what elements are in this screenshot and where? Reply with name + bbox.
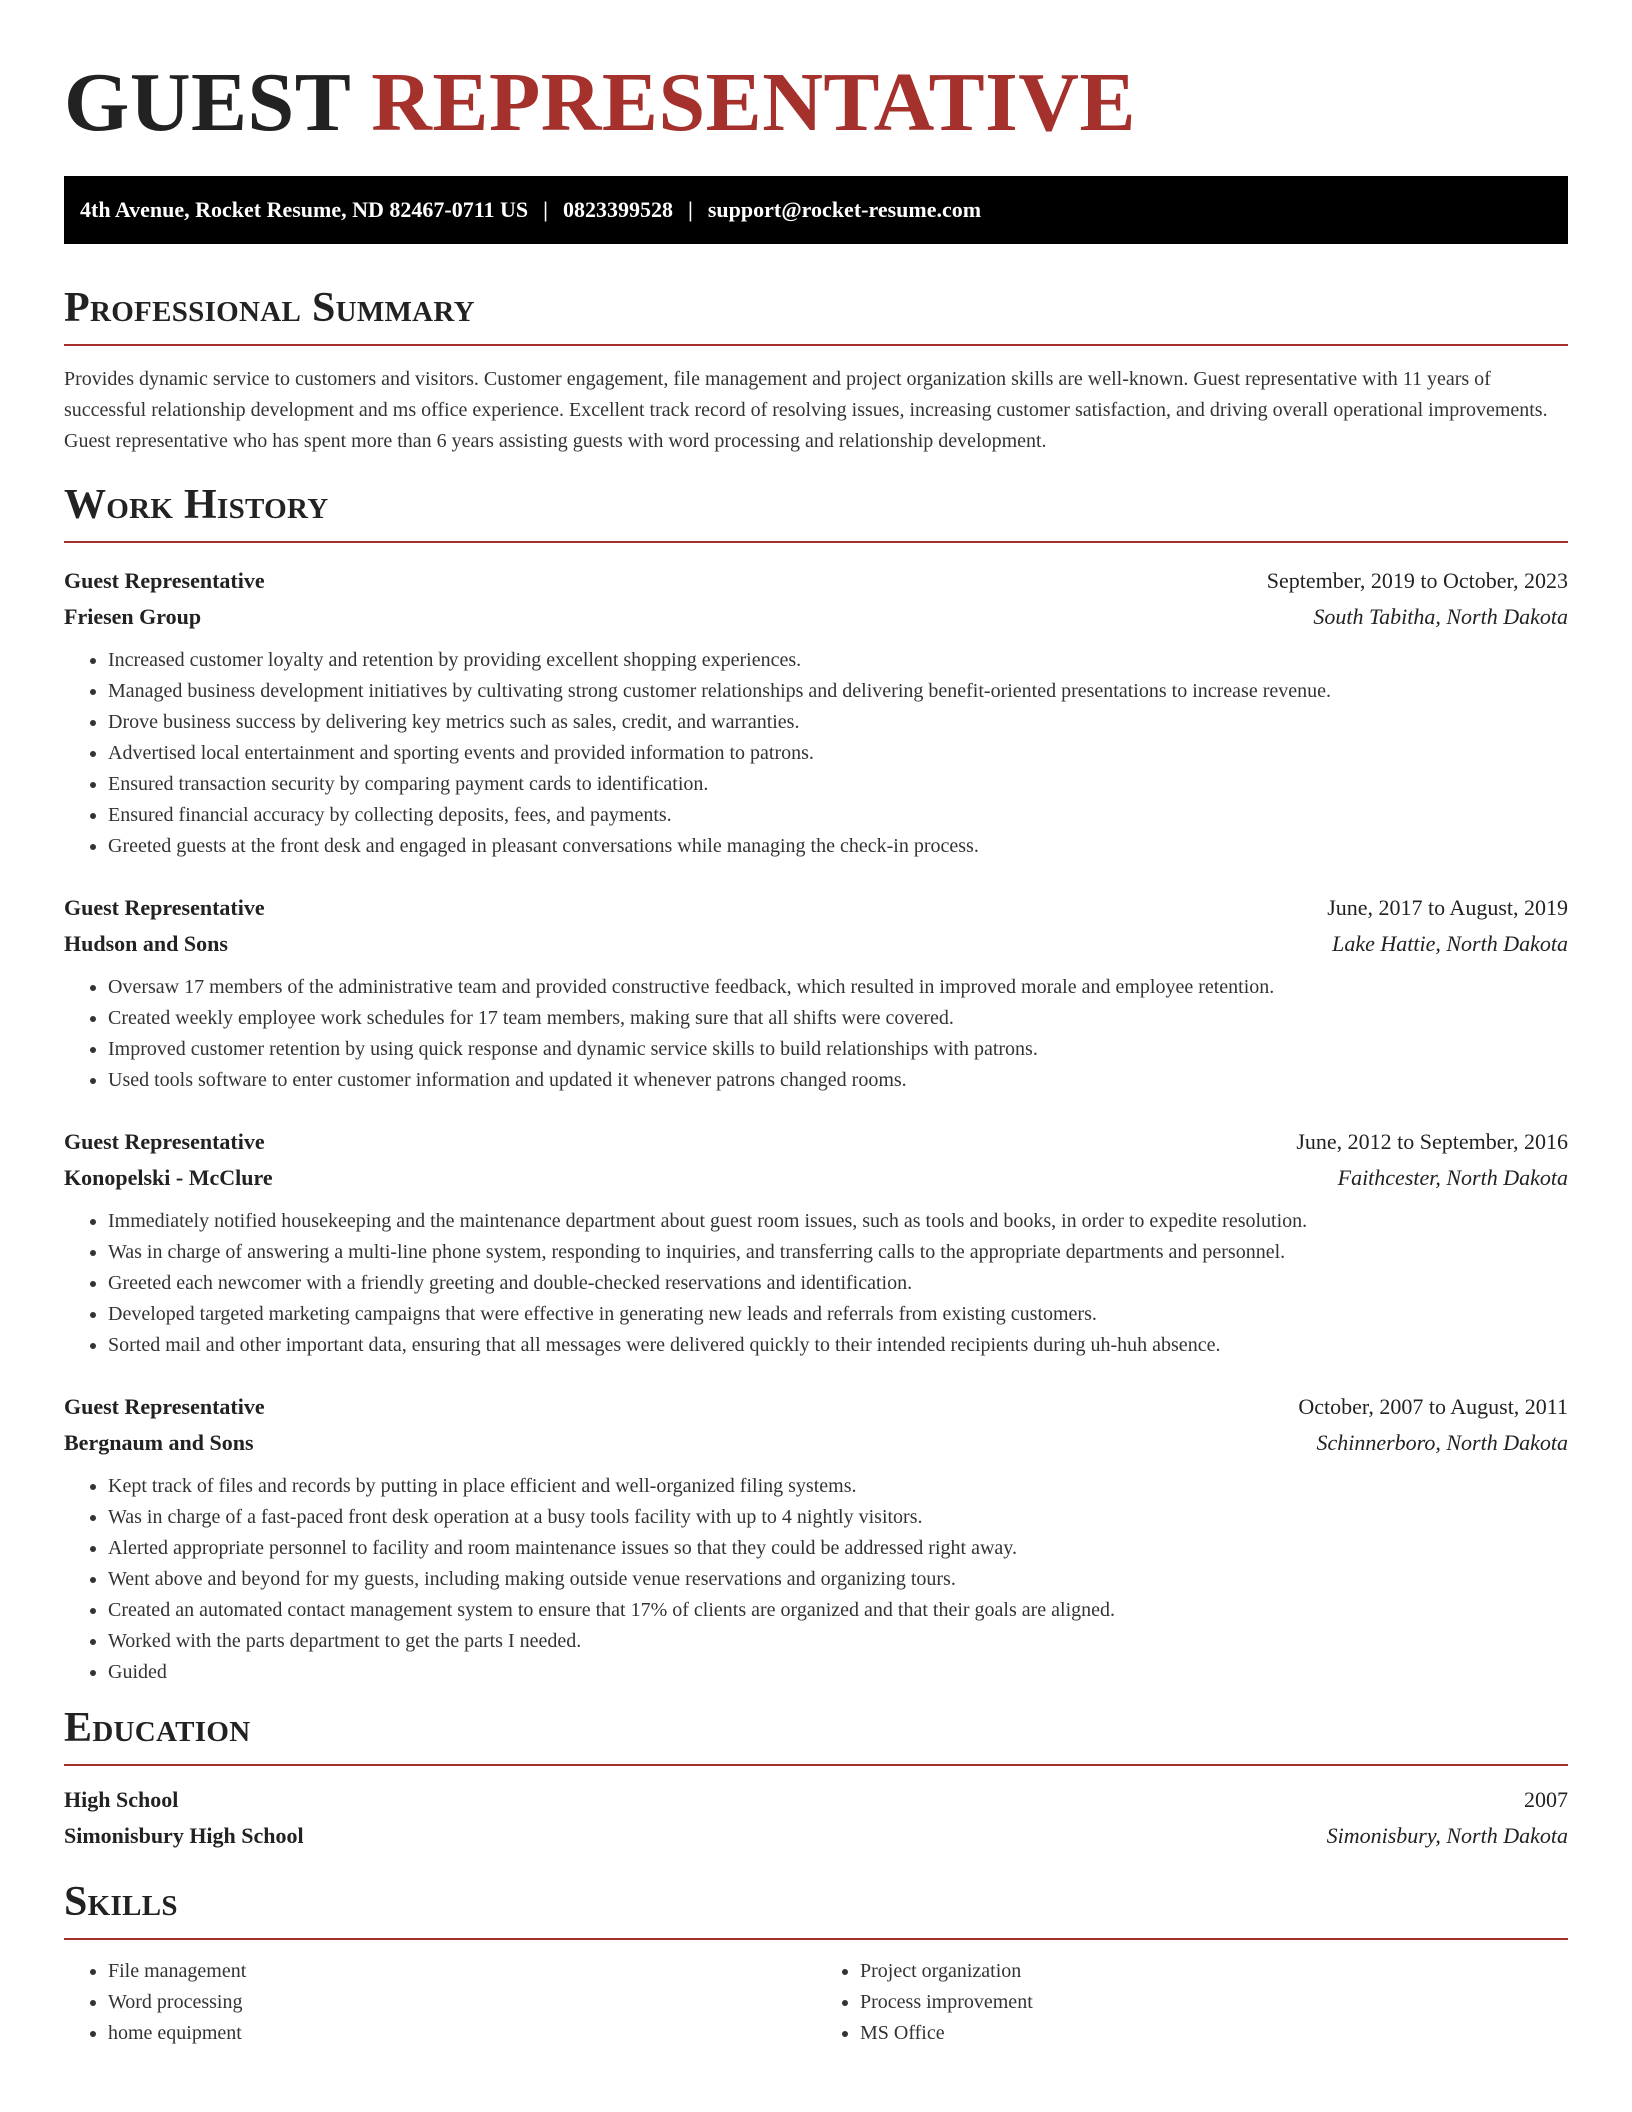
job-entry (64, 1124, 1568, 1361)
education-location: Simonisbury, North Dakota (1326, 1823, 1568, 1848)
section-divider (64, 1764, 1568, 1766)
job-bullet: • Sorted mail and other important data, ensuring that all messages were delivered quickly to their intended recipients during uh-huh absence. (108, 1330, 1568, 1361)
contact-separator: | (543, 197, 548, 222)
skills-column-right (816, 1956, 1568, 2049)
skill-item: • File management (108, 1956, 816, 1987)
section-divider (64, 1938, 1568, 1940)
skill-item: • Process improvement (860, 1987, 1568, 2018)
job-bullet: • Created weekly employee work schedules for 17 team members, making sure that all shifts were covered. (108, 1003, 1568, 1034)
job-location: Schinnerboro, North Dakota (1316, 1430, 1568, 1455)
job-title: Guest Representative (64, 1129, 265, 1154)
job-entry (64, 563, 1568, 862)
education-school: Simonisbury High School (64, 1823, 304, 1848)
job-bullet: • Created an automated contact management system to ensure that 17% of clients are organized and that their goals are aligned. (108, 1595, 1568, 1626)
job-bullet: • Increased customer loyalty and retention by providing excellent shopping experiences. (108, 645, 1568, 676)
education-header-row (64, 1782, 1568, 1818)
skill-item: • MS Office (860, 2018, 1568, 2049)
skills-column-left (64, 1956, 816, 2049)
education-year: 2007 (1524, 1787, 1568, 1812)
job-bullet: • Developed targeted marketing campaigns that were effective in generating new leads and referrals from existing customers. (108, 1299, 1568, 1330)
education-school-row (64, 1818, 1568, 1854)
work-history-section (64, 479, 1568, 1688)
job-bullets (64, 1206, 1568, 1361)
job-bullets (64, 1471, 1568, 1688)
job-bullet: • Went above and beyond for my guests, including making outside venue reservations and organizing tours. (108, 1564, 1568, 1595)
education-entry (64, 1782, 1568, 1854)
job-header-row (64, 1389, 1568, 1425)
contact-separator: | (688, 197, 693, 222)
job-company-row (64, 1425, 1568, 1461)
job-dates: September, 2019 to October, 2023 (1266, 568, 1568, 593)
job-bullet: • Oversaw 17 members of the administrative team and provided constructive feedback, which resulted in improved morale and employee retention. (108, 972, 1568, 1003)
education-section (64, 1702, 1568, 1854)
job-bullet: • Ensured transaction security by comparing payment cards to identification. (108, 769, 1568, 800)
skill-item: • home equipment (108, 2018, 816, 2049)
job-bullet: • Managed business development initiatives by cultivating strong customer relationships and delivering benefit-oriented presentations to increase revenue. (108, 676, 1568, 707)
job-title: Guest Representative (64, 895, 265, 920)
candidate-name (64, 58, 1568, 156)
section-title-skills: Skills (64, 1879, 178, 1925)
section-title-summary: Professional Summary (64, 285, 475, 331)
job-company: Friesen Group (64, 604, 202, 629)
skill-item: • Word processing (108, 1987, 816, 2018)
job-bullet: • Immediately notified housekeeping and the maintenance department about guest room issues, such as tools and books, in order to expedite resolution. (108, 1206, 1568, 1237)
section-title-education: Education (64, 1705, 251, 1751)
job-dates: June, 2017 to August, 2019 (1327, 895, 1568, 920)
job-bullet: • Used tools software to enter customer information and updated it whenever patrons changed rooms. (108, 1065, 1568, 1096)
contact-bar (64, 176, 1568, 244)
job-bullet: • Alerted appropriate personnel to facility and room maintenance issues so that they could be addressed right away. (108, 1533, 1568, 1564)
skills-section (64, 1876, 1568, 2049)
section-title-work-history: Work History (64, 482, 329, 528)
job-location: Faithcester, North Dakota (1337, 1165, 1568, 1190)
job-bullet: • Advertised local entertainment and sporting events and provided information to patrons. (108, 738, 1568, 769)
job-bullet: • Was in charge of a fast-paced front desk operation at a busy tools facility with up to 4 nightly visitors. (108, 1502, 1568, 1533)
job-title: Guest Representative (64, 568, 265, 593)
name-first: GUEST (64, 56, 350, 149)
job-bullet: • Drove business success by delivering key metrics such as sales, credit, and warranties. (108, 707, 1568, 738)
job-header-row (64, 1124, 1568, 1160)
job-bullet: • Greeted each newcomer with a friendly greeting and double-checked reservations and identification. (108, 1268, 1568, 1299)
job-bullet: • Guided (108, 1657, 1568, 1688)
name-last: REPRESENTATIVE (371, 56, 1136, 149)
education-degree: High School (64, 1787, 179, 1812)
job-bullets (64, 972, 1568, 1096)
job-company-row (64, 1160, 1568, 1196)
job-company: Hudson and Sons (64, 931, 228, 956)
job-bullets (64, 645, 1568, 862)
job-location: Lake Hattie, North Dakota (1332, 931, 1568, 956)
contact-email: support@rocket-resume.com (707, 197, 982, 222)
skill-item: • Project organization (860, 1956, 1568, 1987)
job-dates: June, 2012 to September, 2016 (1296, 1129, 1568, 1154)
job-company: Bergnaum and Sons (64, 1430, 254, 1455)
job-title: Guest Representative (64, 1394, 265, 1419)
job-header-row (64, 890, 1568, 926)
summary-text: Provides dynamic service to customers and visitors. Customer engagement, file management and project organization skills are well-known. Guest representative with 11 years of successful relationship development and ms office experience. Excellent track record of resolving issues, increasing customer satisfaction, and driving overall operational improvements. Guest representative who has spent more than 6 years assisting guests with word processing and relationship development. (64, 368, 1548, 452)
job-bullet: • Improved customer retention by using quick response and dynamic service skills to build relationships with patrons. (108, 1034, 1568, 1065)
job-header-row (64, 563, 1568, 599)
section-divider (64, 344, 1568, 346)
job-entry (64, 890, 1568, 1096)
job-bullet: • Was in charge of answering a multi-line phone system, responding to inquiries, and transferring calls to the appropriate departments and personnel. (108, 1237, 1568, 1268)
contact-address: 4th Avenue, Rocket Resume, ND 82467-0711 US (80, 197, 529, 222)
job-company-row (64, 599, 1568, 635)
summary-section (64, 282, 1568, 457)
skills-grid (64, 1956, 1568, 2049)
contact-phone: 0823399528 (563, 197, 673, 222)
job-entry (64, 1389, 1568, 1688)
section-divider (64, 541, 1568, 543)
job-bullet: • Kept track of files and records by putting in place efficient and well-organized filing systems. (108, 1471, 1568, 1502)
job-bullet: • Ensured financial accuracy by collecting deposits, fees, and payments. (108, 800, 1568, 831)
job-bullet: • Greeted guests at the front desk and engaged in pleasant conversations while managing the check-in process. (108, 831, 1568, 862)
job-location: South Tabitha, North Dakota (1313, 604, 1568, 629)
job-dates: October, 2007 to August, 2011 (1298, 1394, 1568, 1419)
job-company-row (64, 926, 1568, 962)
job-bullet: • Worked with the parts department to get the parts I needed. (108, 1626, 1568, 1657)
job-company: Konopelski - McClure (64, 1165, 273, 1190)
